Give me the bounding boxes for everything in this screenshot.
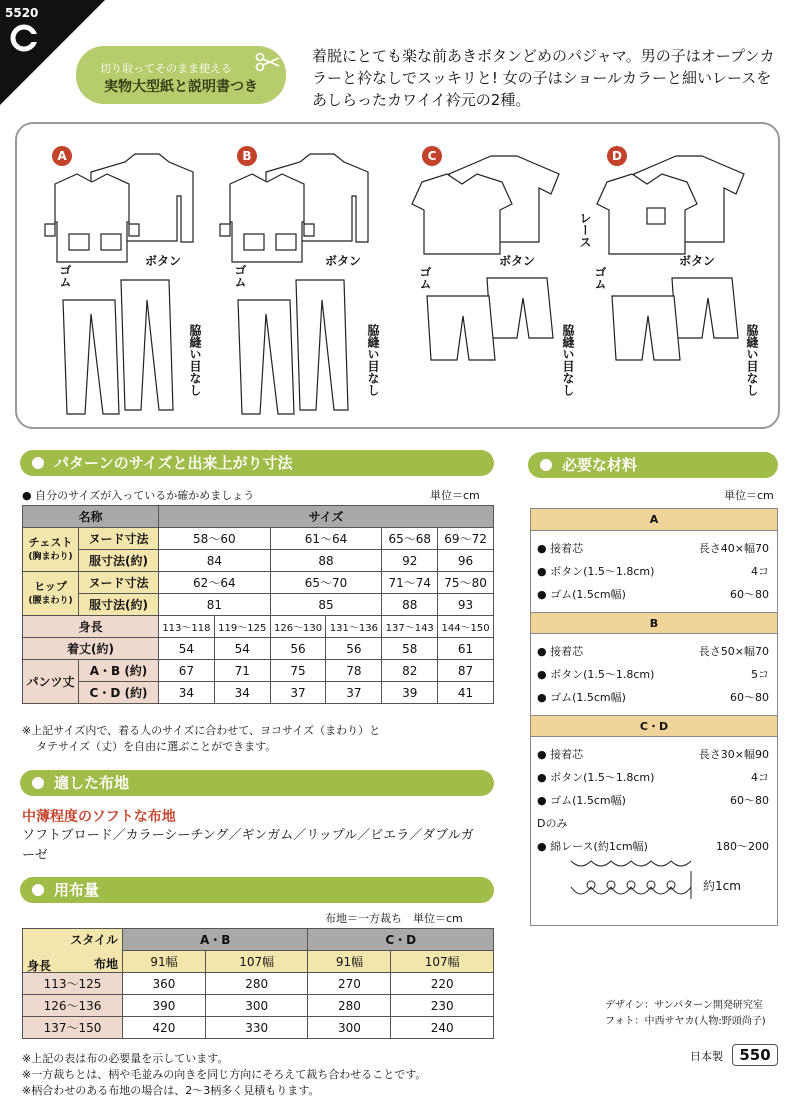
cell: 62〜64 xyxy=(159,572,271,594)
size-section-header: パターンのサイズと出来上がり寸法 xyxy=(20,450,494,476)
cell: 54 xyxy=(214,638,270,660)
yardage-note-1: ※上記の表は布の必要量を示しています。 xyxy=(22,1052,229,1065)
credit-design: デザイン：サンパターン開発研究室 xyxy=(605,1000,763,1011)
materials-box xyxy=(530,508,778,926)
row-height: 137〜150 xyxy=(23,1017,123,1039)
material-item: ● ボタン(1.5〜1.8cm) 4コ xyxy=(537,771,769,784)
pants-cd-label: C・D (約) xyxy=(79,682,159,704)
cell: 56 xyxy=(270,638,326,660)
size-table xyxy=(22,505,494,704)
cell: 85 xyxy=(270,594,382,616)
fabric-section-header: 適した布地 xyxy=(20,770,494,796)
row-height: 113〜125 xyxy=(23,973,123,995)
elastic-label-b: ゴム xyxy=(233,264,247,288)
cell: 34 xyxy=(214,682,270,704)
cell: 131〜136 xyxy=(326,616,382,638)
material-item: ● 綿レース(約1cm幅) 180〜200 xyxy=(537,840,769,853)
banner-small-text: 切り取ってそのまま使える xyxy=(100,62,232,75)
brand-logo-icon xyxy=(10,24,38,52)
elastic-label-c: ゴム xyxy=(418,266,432,290)
length-label: 着丈(約) xyxy=(23,638,159,660)
cell: 96 xyxy=(438,550,494,572)
cell: 230 xyxy=(391,995,494,1017)
no-side-seam-d: 脇縫い目なし xyxy=(745,324,759,396)
price-badge: 550 xyxy=(732,1044,778,1066)
intro-text: 着脱にとても楽な前あきボタンどめのパジャマ。男の子はオープンカラーと衿なしでスッキリと! 女の子はショールカラーと細いレースをあしらったカワイイ衿元の2種。 xyxy=(312,47,775,109)
cell: 330 xyxy=(205,1017,308,1039)
height-label: 身長 xyxy=(23,616,159,638)
material-item: ● ボタン(1.5〜1.8cm) 5コ xyxy=(537,668,769,681)
button-label-c: ボタン xyxy=(499,254,536,268)
pants-ab-label: A・B (約) xyxy=(79,660,159,682)
made-in-japan: 日本製 xyxy=(690,1050,723,1063)
material-item: ● ボタン(1.5〜1.8cm) 4コ xyxy=(537,565,769,578)
lace-label: レース xyxy=(578,212,592,248)
fabric-heading: 中薄程度のソフトな布地 xyxy=(22,809,176,825)
col-91: 91幅 xyxy=(123,951,206,973)
cell: 39 xyxy=(382,682,438,704)
banner-title: 実物大型紙と説明書つき xyxy=(104,79,258,95)
material-item: ● 接着芯 長さ40×幅70 xyxy=(537,542,769,555)
cell: 88 xyxy=(270,550,382,572)
materials-section-header: 必要な材料 xyxy=(528,452,778,478)
cell: 82 xyxy=(382,660,438,682)
cell: 65〜70 xyxy=(270,572,382,594)
size-unit: 単位＝cm xyxy=(430,489,480,502)
pants-label: パンツ丈 xyxy=(23,660,79,704)
material-item: ● ゴム(1.5cm幅) 60〜80 xyxy=(537,691,769,704)
d-only-label: Dのみ xyxy=(537,817,568,830)
row-height: 126〜136 xyxy=(23,995,123,1017)
yardage-section-header: 用布量 xyxy=(20,877,494,903)
material-item: ● ゴム(1.5cm幅) 60〜80 xyxy=(537,794,769,807)
cell: 280 xyxy=(308,995,391,1017)
cell: 390 xyxy=(123,995,206,1017)
cell: 119〜125 xyxy=(214,616,270,638)
cell: 220 xyxy=(391,973,494,995)
elastic-label-d: ゴム xyxy=(593,266,607,290)
cell: 71 xyxy=(214,660,270,682)
scissors-icon xyxy=(255,52,281,72)
cell: 126〜130 xyxy=(270,616,326,638)
cell: 58〜60 xyxy=(159,528,271,550)
button-label-d: ボタン xyxy=(679,254,716,268)
cell: 54 xyxy=(159,638,215,660)
group-a-header: A xyxy=(531,509,777,531)
col-size: サイズ xyxy=(159,506,494,528)
fabric-list: ソフトブロード／カラーシーチング／ギンガム／リップル／ビエラ／ダブルガーゼ xyxy=(22,828,474,863)
cell: 300 xyxy=(205,995,308,1017)
size-note-2: タテサイズ（丈）を自由に選ぶことができます。 xyxy=(36,740,277,753)
yardage-note-2: ※一方裁ちとは、柄や毛並みの向きを同じ方向にそろえて裁ち合わせることです。 xyxy=(22,1068,427,1081)
cell: 67 xyxy=(159,660,215,682)
cell: 88 xyxy=(382,594,438,616)
col-91: 91幅 xyxy=(308,951,391,973)
cell: 144〜150 xyxy=(438,616,494,638)
material-item: ● 接着芯 長さ50×幅70 xyxy=(537,645,769,658)
cell: 87 xyxy=(438,660,494,682)
style-d-marker: D xyxy=(607,146,627,166)
cell: 92 xyxy=(382,550,438,572)
cell: 280 xyxy=(205,973,308,995)
cell: 137〜143 xyxy=(382,616,438,638)
cell: 420 xyxy=(123,1017,206,1039)
hip-nude-label: ヌード寸法 xyxy=(79,572,159,594)
button-label-b: ボタン xyxy=(325,254,362,268)
size-note-1: ※上記サイズ内で、着る人のサイズに合わせて、ヨコサイズ（まわり）と xyxy=(22,724,381,737)
style-c-marker: C xyxy=(422,146,442,166)
no-side-seam-a: 脇縫い目なし xyxy=(188,324,202,396)
cell: 300 xyxy=(308,1017,391,1039)
cell: 71〜74 xyxy=(382,572,438,594)
col-name: 名称 xyxy=(23,506,159,528)
cell: 34 xyxy=(159,682,215,704)
col-ab: A・B xyxy=(123,929,308,951)
materials-unit: 単位＝cm xyxy=(724,489,774,502)
lace-size: 約1cm xyxy=(703,879,741,893)
cell: 41 xyxy=(438,682,494,704)
cell: 81 xyxy=(159,594,271,616)
yardage-corner: スタイル 布地 身長 xyxy=(23,929,123,973)
cell: 93 xyxy=(438,594,494,616)
cell: 270 xyxy=(308,973,391,995)
illustration-panel xyxy=(15,122,780,429)
yardage-table xyxy=(22,928,494,1039)
material-item: ● 接着芯 長さ30×幅90 xyxy=(537,748,769,761)
cell: 56 xyxy=(326,638,382,660)
cell: 37 xyxy=(326,682,382,704)
cell: 84 xyxy=(159,550,271,572)
cell: 37 xyxy=(270,682,326,704)
cell: 69〜72 xyxy=(438,528,494,550)
cell: 78 xyxy=(326,660,382,682)
pattern-code: 5520 xyxy=(5,6,39,20)
chest-label: チェスト (胸まわり) xyxy=(23,528,79,572)
material-item: ● ゴム(1.5cm幅) 60〜80 xyxy=(537,588,769,601)
yardage-note: 布地＝一方裁ち 単位＝cm xyxy=(325,912,463,925)
cell: 61〜64 xyxy=(270,528,382,550)
group-b-header: B xyxy=(531,612,777,634)
hip-label: ヒップ (腰まわり) xyxy=(23,572,79,616)
pajama-illustrations xyxy=(17,124,778,427)
cell: 58 xyxy=(382,638,438,660)
lace-illustration xyxy=(569,857,699,907)
credit-photo: フォト：中西サヤカ(人物:野頭尚子) xyxy=(605,1016,766,1027)
cell: 75 xyxy=(270,660,326,682)
style-b-marker: B xyxy=(237,146,257,166)
col-107: 107幅 xyxy=(205,951,308,973)
cell: 75〜80 xyxy=(438,572,494,594)
col-cd: C・D xyxy=(308,929,494,951)
yardage-note-3: ※柄合わせのある布地の場合は、2〜3柄多く見積もります。 xyxy=(22,1084,320,1097)
chest-nude-label: ヌード寸法 xyxy=(79,528,159,550)
cell: 360 xyxy=(123,973,206,995)
size-check-note: ● 自分のサイズが入っているか確かめましょう xyxy=(22,489,255,502)
cell: 61 xyxy=(438,638,494,660)
style-a-marker: A xyxy=(52,146,72,166)
chest-garment-label: 服寸法(約) xyxy=(79,550,159,572)
group-cd-header: C・D xyxy=(531,715,777,737)
cell: 65〜68 xyxy=(382,528,438,550)
button-label-a: ボタン xyxy=(145,254,182,268)
col-107: 107幅 xyxy=(391,951,494,973)
no-side-seam-c: 脇縫い目なし xyxy=(561,324,575,396)
cell: 240 xyxy=(391,1017,494,1039)
cell: 113〜118 xyxy=(159,616,215,638)
elastic-label-a: ゴム xyxy=(58,264,72,288)
hip-garment-label: 服寸法(約) xyxy=(79,594,159,616)
no-side-seam-b: 脇縫い目なし xyxy=(366,324,380,396)
